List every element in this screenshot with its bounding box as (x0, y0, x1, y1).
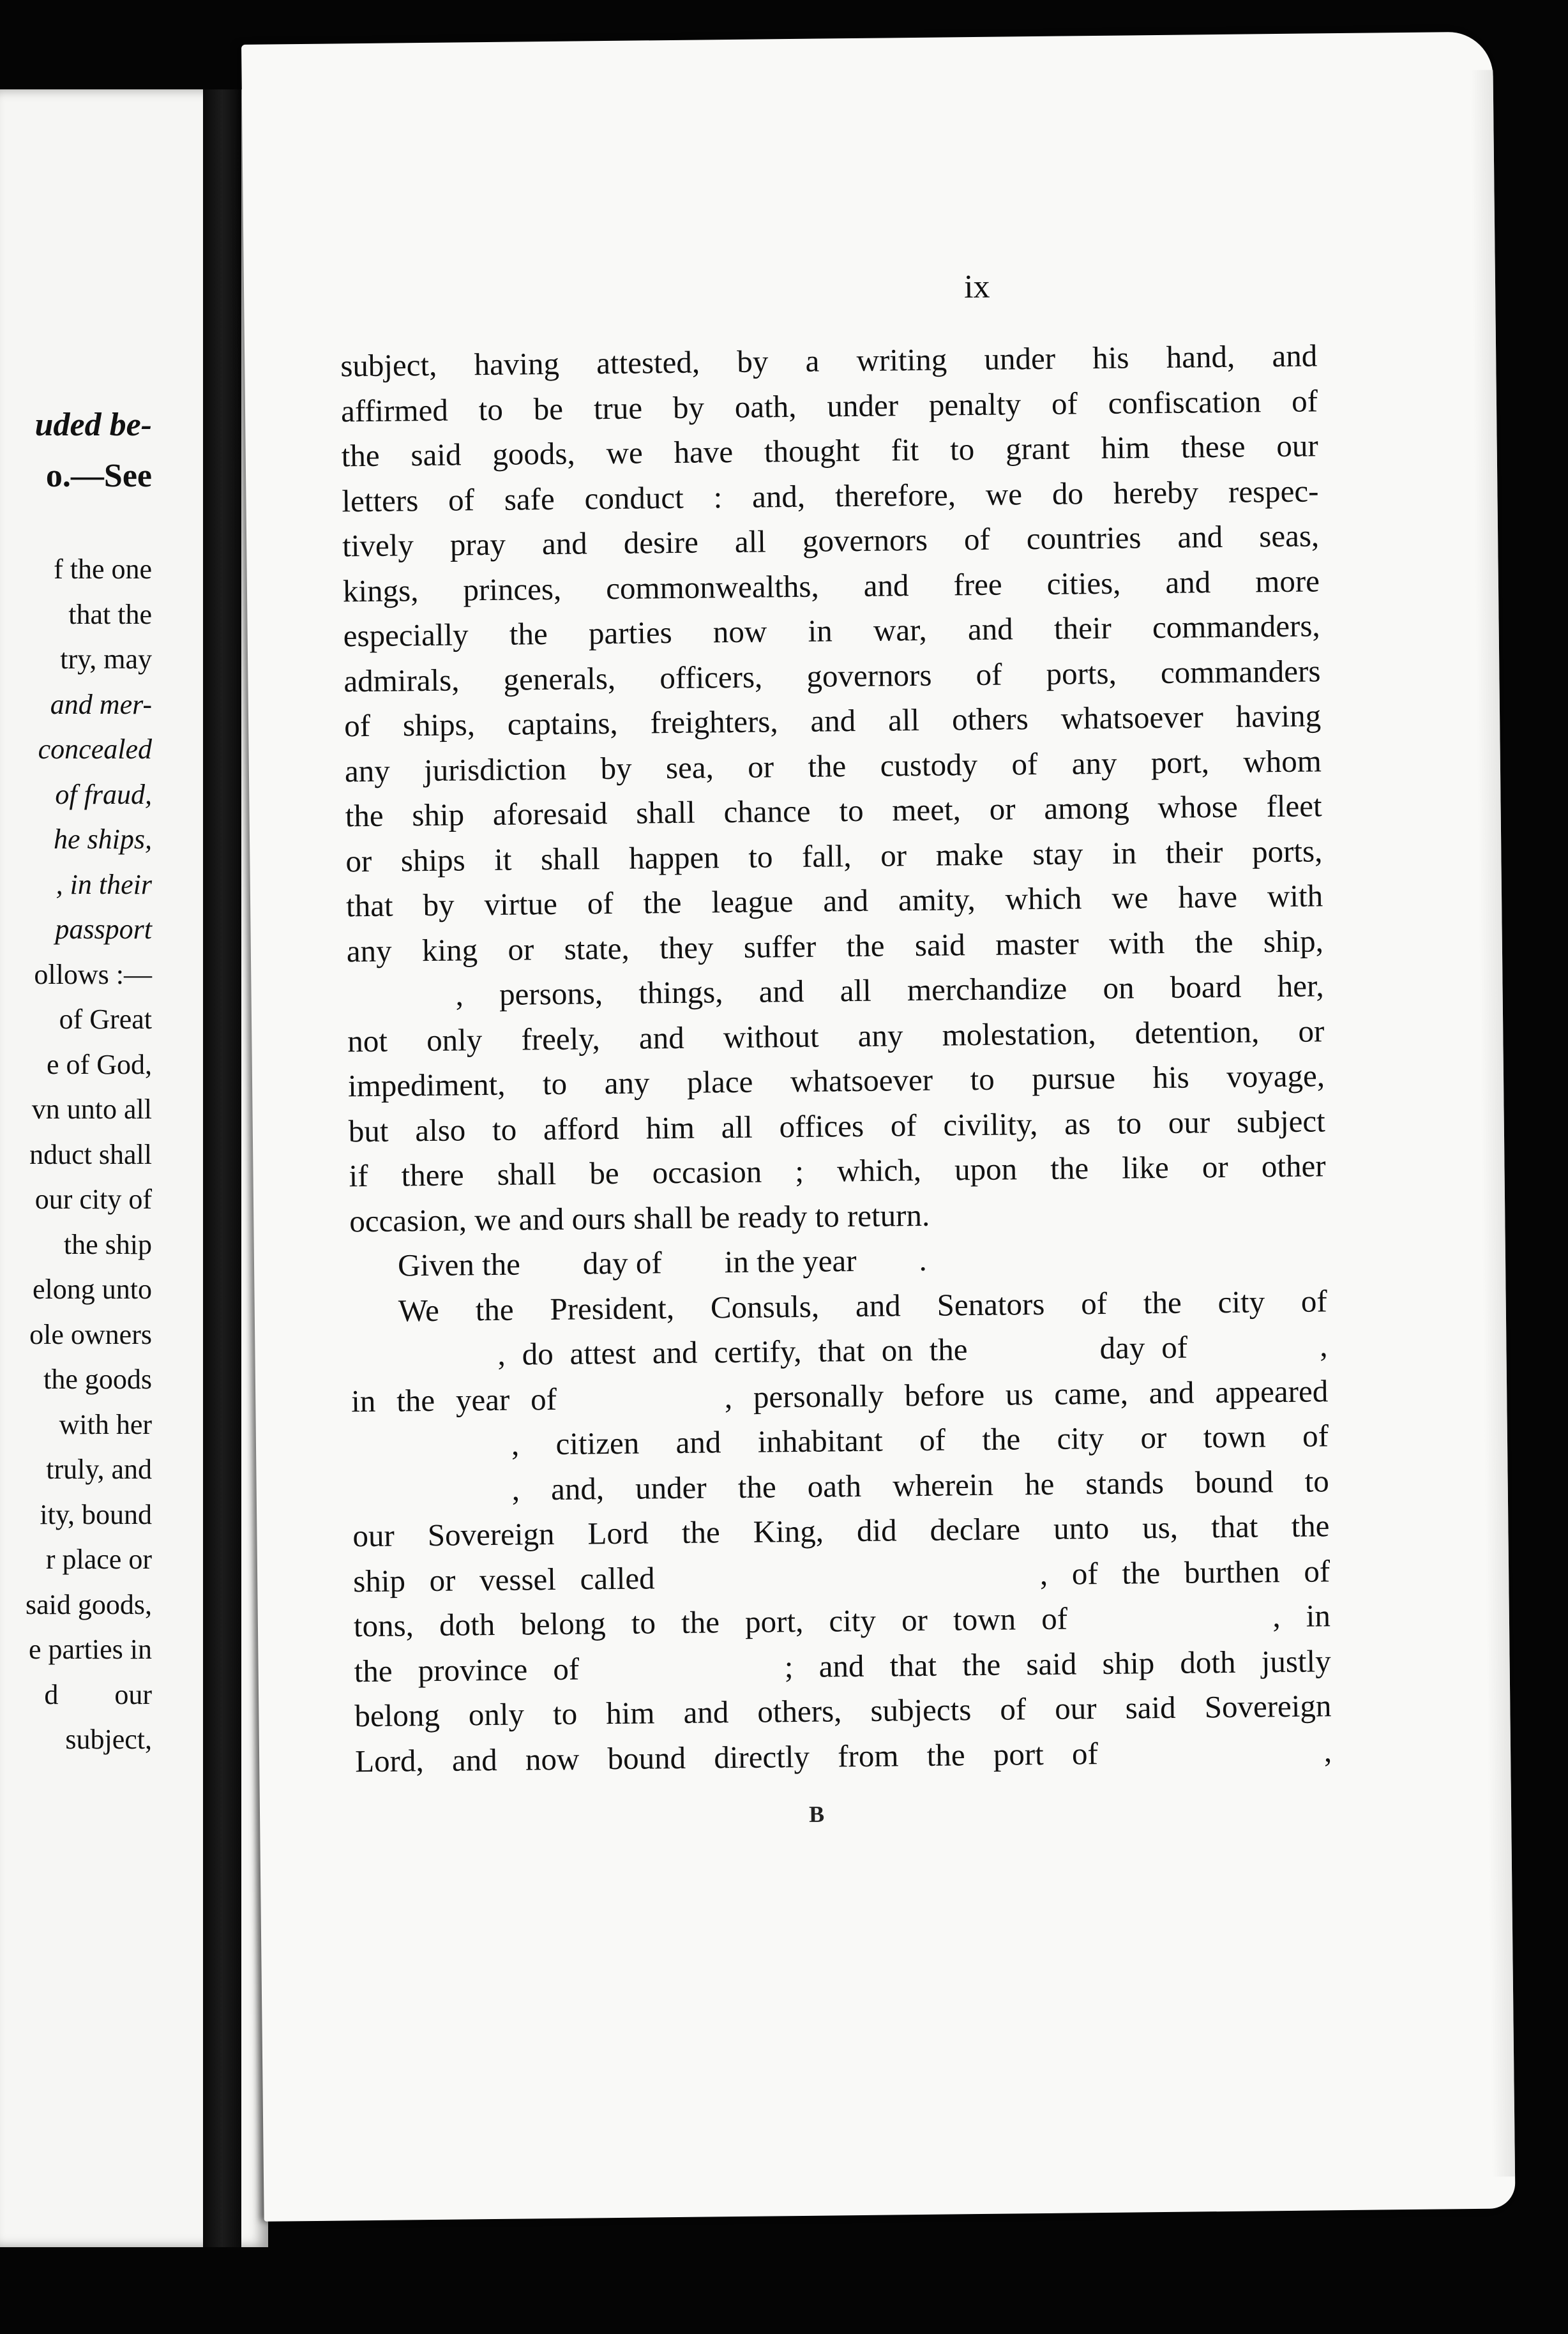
signature-mark: B (808, 1801, 825, 1827)
left-page-line: o.—See (45, 458, 152, 494)
left-page-line: the goods (43, 1364, 152, 1395)
text-line: that by virtue of the league and amity, which we have with (345, 878, 1323, 924)
text-line: ship or vessel called , of the burthen of (352, 1553, 1331, 1599)
text-line: , and, under the oath wherein he stands bound to (511, 1463, 1329, 1507)
text-line: kings, princes, commonwealths, and free cities, and more (342, 562, 1320, 608)
left-page-line: he ships, (54, 824, 152, 855)
text-line: Lord, and now bound directly from the port of , (354, 1733, 1332, 1779)
text-line: the province of ; and that the said ship doth justly (354, 1643, 1331, 1689)
text-line: any king or state, they suffer the said master with the ship, (346, 922, 1324, 968)
text-line: subject, having attested, by a writing under his hand, and (340, 338, 1318, 384)
text-line: , do attest and certify, that on the day of , (497, 1328, 1328, 1372)
left-page-line: r place or (45, 1544, 152, 1575)
text-line: of ships, captains, freighters, and all others whatsoever having (343, 698, 1322, 744)
left-page-line: truly, and (46, 1454, 152, 1485)
text-line: or ships it shall happen to fall, or make stay in their ports, (345, 832, 1323, 878)
left-page-line: uded be- (34, 407, 152, 443)
left-page-line: elong unto (33, 1274, 152, 1305)
text-line: but also to afford him all offices of civility, as to our subject (348, 1103, 1326, 1148)
text-line: especially the parties now in war, and their commanders, (343, 608, 1320, 654)
left-page-line: ollows :— (34, 958, 152, 990)
left-page-line: said goods, (26, 1588, 152, 1620)
book-gutter (203, 89, 241, 2247)
left-page-line: passport (55, 914, 152, 945)
left-page-line: ity, bound (40, 1498, 152, 1530)
left-page-line: our city of (34, 1184, 152, 1215)
left-page-line: , in their (56, 868, 152, 900)
page-edge-shadow (1470, 70, 1516, 2176)
text-line: occasion, we and ours shall be ready to return. (349, 1197, 930, 1239)
page-number: ix (963, 268, 990, 306)
text-line: We the President, Consuls, and Senators of the city of (398, 1283, 1327, 1329)
text-line: admirals, generals, officers, governors of ports, commanders (343, 652, 1321, 698)
text-line: the said goods, we have thought fit to grant him these our (341, 428, 1318, 474)
text-line: tively pray and desire all governors of countries and seas, (342, 518, 1320, 564)
left-page-line: subject, (65, 1724, 152, 1755)
text-line: tons, doth belong to the port, city or town of , in (353, 1598, 1331, 1644)
text-line: our Sovereign Lord the King, did declare unto us, that the (352, 1508, 1330, 1554)
left-page-line: the ship (63, 1228, 152, 1260)
left-page-line: nduct shall (29, 1138, 152, 1170)
text-line: , citizen and inhabitant of the city or town of (511, 1418, 1329, 1462)
text-line: not only freely, and without any molestation, detention, or (347, 1013, 1325, 1058)
left-page-line: ole owners (29, 1318, 152, 1350)
text-line: impediment, to any place whatsoever to pursue his voyage, (347, 1058, 1325, 1104)
text-line: the ship aforesaid shall chance to meet, or among whose fleet (345, 788, 1322, 834)
text-line: belong only to him and others, subjects of our said Sovereign (354, 1688, 1332, 1734)
left-page-line: with her (59, 1408, 152, 1440)
text-line: letters of safe conduct : and, therefore, we do hereby respec- (342, 472, 1319, 518)
left-page-line: e parties in (28, 1634, 152, 1665)
text-line: affirmed to be true by oath, under penalty of confiscation of (340, 382, 1318, 428)
body-text (340, 333, 1332, 1784)
left-page-line: of Great (59, 1004, 152, 1035)
left-page-line: that the (68, 598, 152, 630)
left-page-line: concealed (38, 734, 152, 765)
text-line: if there shall be occasion ; which, upon the like or other (349, 1148, 1326, 1194)
left-page-line: f the one (54, 553, 152, 585)
text-line: , persons, things, and all merchandize on board her, (455, 968, 1324, 1013)
left-page-line: e of God, (47, 1048, 152, 1080)
left-page-line: d our (44, 1678, 152, 1710)
text-line: Given the day of in the year . (397, 1242, 927, 1283)
left-page-line: of fraud, (55, 778, 152, 810)
current-page (241, 31, 1516, 2221)
text-line: any jurisdiction by sea, or the custody of any port, whom (344, 742, 1322, 788)
left-page-line: vn unto all (31, 1094, 152, 1125)
left-page-line: try, may (60, 644, 152, 675)
text-line: in the year of , personally before us came, and appeared (351, 1373, 1329, 1419)
left-page-line: and mer- (50, 688, 152, 720)
